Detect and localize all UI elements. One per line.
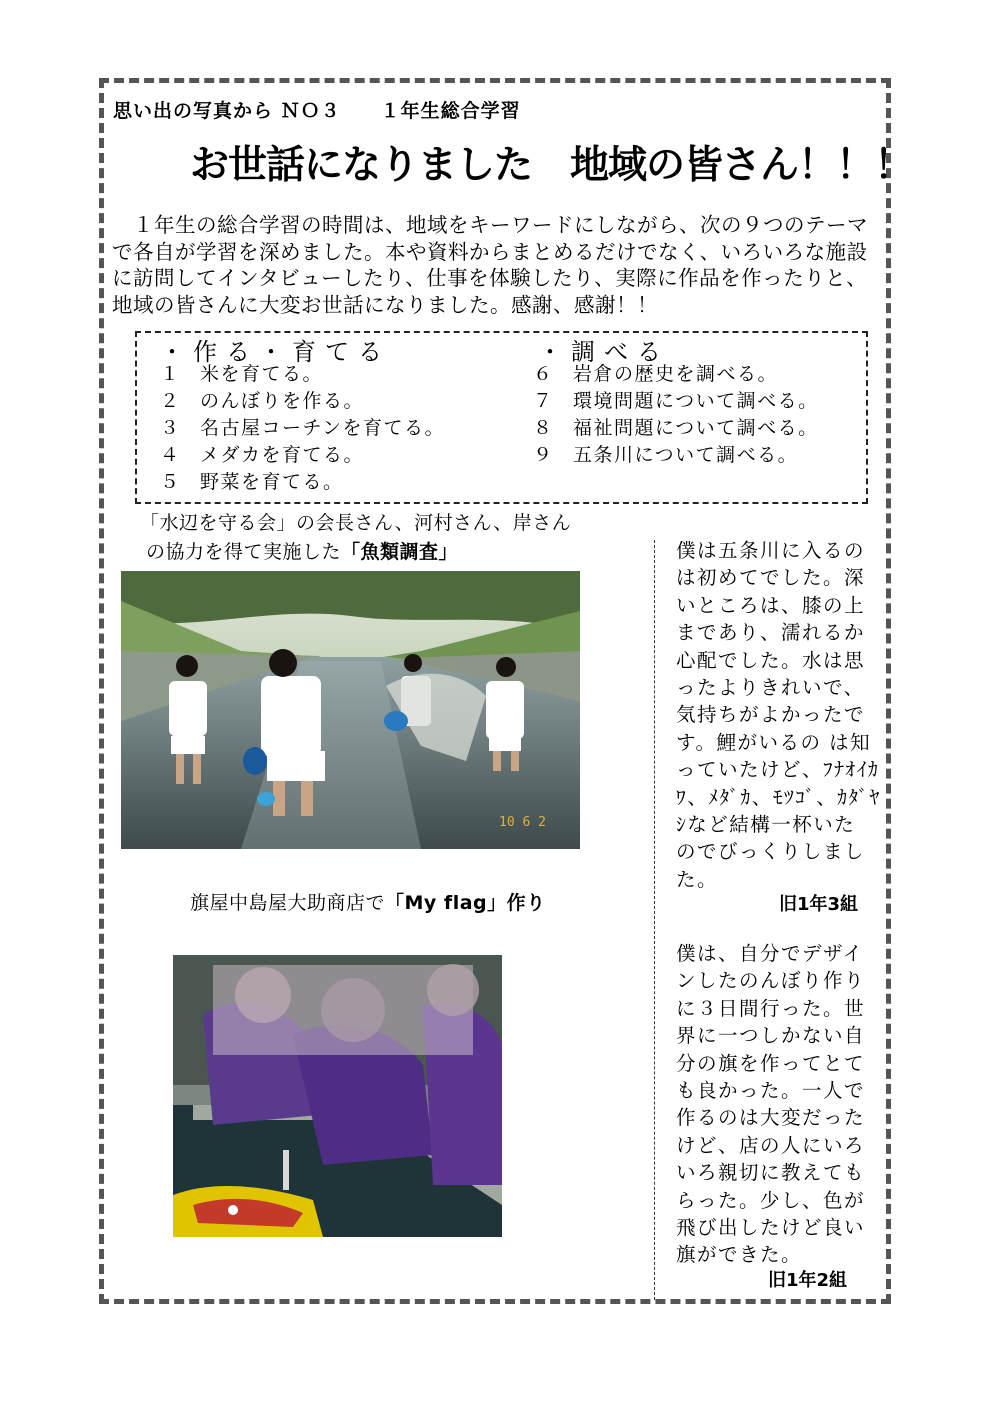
essay-river: 僕は五条川に入るのは初めてでした。深いところは、膝の上まであり、濡れるか心配でした。水は思ったよりきれいで、気持ちがよかったです。鯉がいるの は知っていたけど、ﾌﾅｵｲｶﾜ、ﾒﾀﾞｶ、ﾓﾂｺﾞ、ｶﾀﾞﾔ ｼなど結構一杯いた のでびっくりしまし た。 [676,539,881,891]
flag-dyeing-photo [173,955,502,1237]
flag-title: 「My flag」作り [385,892,546,914]
intro-paragraph: １年生の総合学習の時間は、地域をキーワードにしながら、次の９つのテーマで各自が学習を深めました。本や資料からまとめるだけでなく、いろいろな施設に訪問してインタビューしたり、仕事を体験したり、実際に作品を作ったりと、地域の皆さんに大変お世話になりました。感謝、感謝！！ [112,213,868,317]
column-divider [654,540,655,1300]
theme-item: ６ 岩倉の歴史を調べる。 [533,363,779,385]
theme-item: ７ 環境問題について調べる。 [533,390,819,412]
flag-caption: 旗屋中島屋大助商店で「My flag」作り [190,892,546,914]
fish-survey-caption-line1: 「水辺を守る会」の会長さん、河村さん、岸さん [140,512,572,534]
page-title: お世話になりました 地域の皆さん！！！ [190,143,913,188]
essay-flag: 僕は、自分でデザインしたのんぼり作りに３日間行った。世界に一つしかない自分の旗を作ってとても良かった。一人で作るのは大変だったけど、店の人にいろいろ親切に教えてもらった。少し、色が飛び出したけど良い旗ができた。 [676,942,866,1267]
theme-item: ４ メダカを育てる。 [160,444,365,466]
subtitle: 思い出の写真から ＮＯ３ １年生総合学習 [113,100,521,122]
theme-item: ３ 名古屋コーチンを育てる。 [160,417,446,439]
photo-date-stamp: 10 6 2 [499,815,546,830]
theme-heading-research: ・調べる [538,338,670,366]
theme-item: １ 米を育てる。 [160,363,324,385]
theme-item: ２ のんぼりを作る。 [160,390,365,412]
essay-river-signature: 旧1年3組 [779,894,859,915]
fish-survey-title: 「魚類調査」 [341,541,459,563]
theme-heading-make-grow: ・作る・育てる [160,338,391,366]
theme-item: ８ 福祉問題について調べる。 [533,417,819,439]
theme-item: ５ 野菜を育てる。 [160,471,344,493]
river-survey-photo [121,571,580,849]
fish-survey-caption-line2: の協力を得て実施した「魚類調査」 [146,541,459,563]
theme-item: ９ 五条川について調べる。 [533,444,799,466]
essay-flag-signature: 旧1年2組 [768,1270,848,1291]
